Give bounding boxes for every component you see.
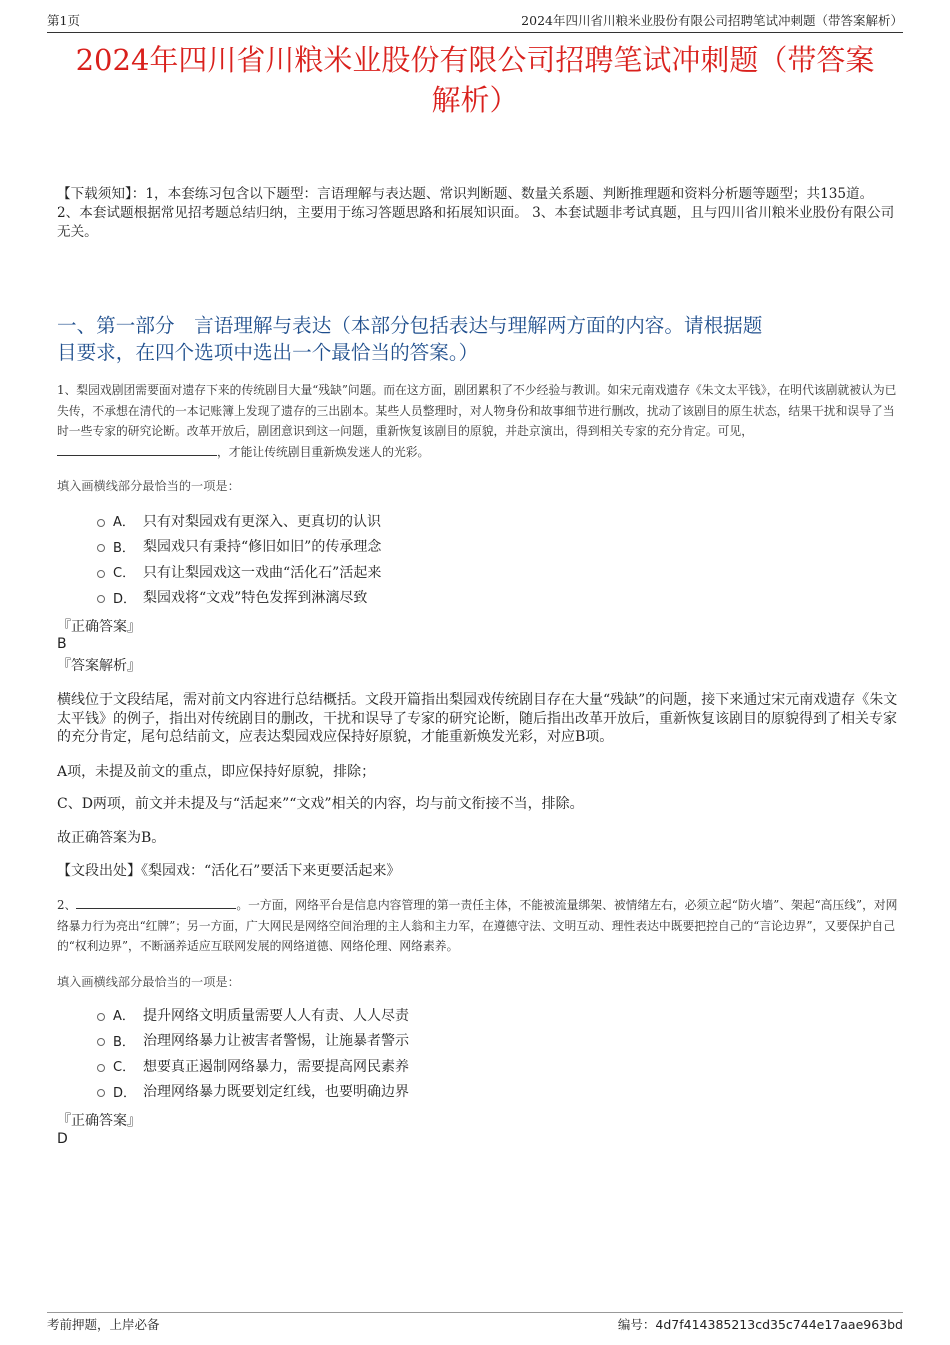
page-title	[40, 40, 910, 120]
section-heading-line-2: 目要求，在四个选项中选出一个最恰当的答案。）	[57, 341, 479, 364]
option-c[interactable]	[97, 559, 381, 585]
correct-answer: D	[57, 1131, 68, 1147]
section-heading-line-1: 一、第一部分 言语理解与表达（本部分包括表达与理解两方面的内容。请根据题	[57, 314, 763, 337]
option-text: 治理网络暴力让被害者警惕，让施暴者警示	[143, 1033, 409, 1050]
option-text: 梨园戏只有秉持“修旧如旧”的传承理念	[143, 539, 382, 556]
question-2-stem: 。一方面，网络平台是信息内容管理的第一责任主体，不能被流量绑架、被情绪左右，必须立起“防火墙”、架起“高压线”，对网络暴力行为亮出“红牌”；另一方面，广大网民是网络空间治理的主人翁和主力军，在遵德守法、文明互动、理性表达中既要把控自己的“言论边界”，又要保护自己的“权利边界”，不断涵养适应互联网发展的网络道德、网络伦理、网络素养。	[57, 898, 898, 953]
option-d[interactable]	[97, 1079, 409, 1105]
question-2-number: 2、	[57, 898, 77, 912]
header-doc-title: 2024年四川省川粮米业股份有限公司招聘笔试冲刺题（带答案解析）	[521, 13, 903, 28]
radio-icon[interactable]	[97, 1089, 105, 1097]
option-a[interactable]	[97, 508, 381, 534]
option-b[interactable]	[97, 534, 381, 560]
option-text: 梨园戏将“文戏”特色发挥到淋漓尽致	[143, 590, 368, 607]
answer-blank	[57, 443, 217, 456]
option-letter: D．	[113, 591, 137, 607]
option-text: 只有让梨园戏这一戏曲“活化石”活起来	[143, 564, 382, 581]
option-text: 治理网络暴力既要划定红线，也要明确边界	[143, 1084, 409, 1101]
option-text: 只有对梨园戏有更深入、更真切的认识	[143, 513, 381, 530]
correct-answer: B	[57, 636, 67, 652]
footer-code-label: 编号：	[617, 1317, 656, 1332]
option-text: 提升网络文明质量需要人人有责、人人尽责	[143, 1007, 409, 1024]
title-line-2: 解析）	[431, 83, 519, 117]
radio-icon[interactable]	[97, 1038, 105, 1046]
radio-icon[interactable]	[97, 595, 105, 603]
option-letter: C．	[113, 1060, 136, 1076]
title-line-1: 2024年四川省川粮米业股份有限公司招聘笔试冲刺题（带答案	[75, 43, 875, 77]
option-letter: D．	[113, 1085, 137, 1101]
footer-code-value: 4d7f414385213cd35c744e17aae963bd	[655, 1317, 903, 1332]
option-c[interactable]	[97, 1053, 409, 1079]
section-heading	[57, 312, 900, 366]
footer-code	[618, 1315, 903, 1335]
question-1-options	[97, 508, 381, 610]
option-b[interactable]	[97, 1028, 409, 1054]
analysis-paragraph: 横线位于文段结尾，需对前文内容进行总结概括。文段开篇指出梨园戏传统剧目存在大量“残缺”的问题，接下来通过宋元南戏遗存《朱文太平钱》的例子，指出对传统剧目的删改，干扰和误导了专家的研究论断，随后指出改革开放后，重新恢复该剧目的原貌得到了相关专家的充分肯定，尾句总结前文，应表达梨园戏应保持好原貌，才能重新焕发光彩，对应B项。	[57, 692, 898, 745]
option-a[interactable]	[97, 1002, 409, 1028]
correct-answer-label: 『正确答案』	[57, 619, 141, 635]
question-2-text	[57, 895, 898, 957]
analysis-paragraph: A项，未提及前文的重点，即应保持好原貌，排除；	[57, 764, 376, 780]
option-text: 想要真正遏制网络暴力，需要提高网民素养	[143, 1058, 409, 1075]
radio-icon[interactable]	[97, 570, 105, 578]
question-2-prompt: 填入画横线部分最恰当的一项是：	[57, 975, 240, 989]
question-1-stem: 1、梨园戏剧团需要面对遗存下来的传统剧目大量“残缺”问题。而在这方面，剧团累积了不少经验与教训。如宋元南戏遗存《朱文太平钱》，在明代该剧就被认为已失传，不承想在清代的一本记账簿上发现了遗存的三出剧本。某些人员整理时，对人物身份和故事细节进行删改，扰动了该剧目的原生状态，结果干扰和误导了当时一些专家的研究论断。改革开放后，剧团意识到这一问题，重新恢复该剧目的原貌，并赴京演出，得到相关专家的充分肯定。可见，	[57, 383, 897, 438]
option-letter: A．	[113, 515, 135, 531]
option-letter: A．	[113, 1009, 135, 1025]
text-source: 【文段出处】《梨园戏：“活化石”要活下来更要活起来》	[57, 863, 401, 879]
option-letter: B．	[113, 1034, 135, 1050]
analysis-paragraph: C、D两项，前文并未提及与“活起来”“文戏”相关的内容，均与前文衔接不当，排除。	[57, 796, 584, 812]
analysis-label: 『答案解析』	[57, 658, 141, 674]
radio-icon[interactable]	[97, 519, 105, 527]
question-1-stem-end: ，才能让传统剧目重新焕发迷人的光彩。	[217, 444, 430, 459]
question-1-text	[57, 380, 898, 462]
page-number: 第1页	[47, 13, 80, 28]
answer-blank	[76, 896, 236, 909]
correct-answer-label: 『正确答案』	[57, 1113, 141, 1129]
question-1-prompt: 填入画横线部分最恰当的一项是：	[57, 479, 240, 493]
page-footer	[47, 1312, 903, 1335]
question-2-options	[97, 1002, 409, 1104]
page-header	[47, 12, 903, 33]
radio-icon[interactable]	[97, 544, 105, 552]
option-d[interactable]	[97, 585, 381, 611]
analysis-paragraph: 故正确答案为B。	[57, 830, 166, 846]
footer-slogan: 考前押题，上岸必备	[47, 1317, 160, 1332]
option-letter: B．	[113, 540, 135, 556]
radio-icon[interactable]	[97, 1064, 105, 1072]
download-notice: 【下载须知】：1，本套练习包含以下题型：言语理解与表达题、常识判断题、数量关系题、判断推理题和资料分析题等题型；共135道。 2、本套试题根据常见招考题总结归纳，主要用于练习答题思路和拓展知识面。 3、本套试题非考试真题，且与四川省川粮米业股份有限公司无关。	[57, 186, 895, 240]
radio-icon[interactable]	[97, 1013, 105, 1021]
option-letter: C．	[113, 566, 136, 582]
